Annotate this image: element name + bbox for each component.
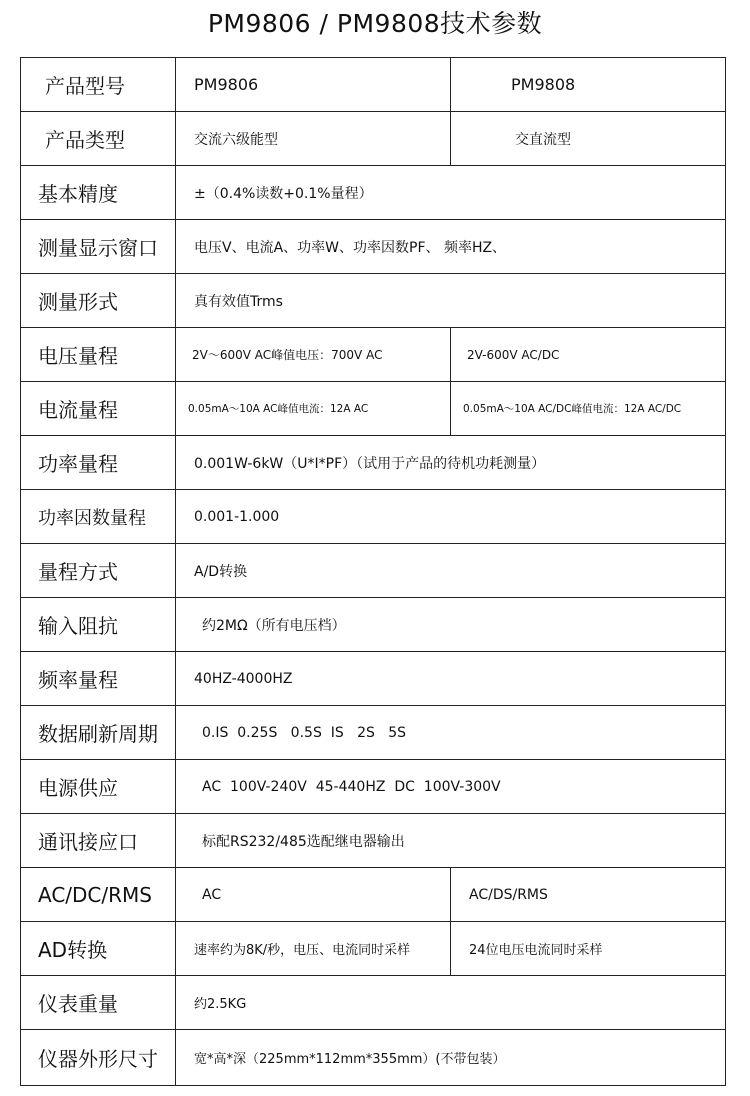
row-value: 宽*高*深（225mm*112mm*355mm）(不带包装）	[176, 1030, 726, 1086]
row-label: 测量显示窗口	[21, 220, 176, 274]
row-value: A/D转换	[176, 544, 726, 598]
row-label: 产品型号	[21, 58, 176, 112]
row-label: 电源供应	[21, 760, 176, 814]
table-row	[21, 598, 726, 652]
row-label: 测量形式	[21, 274, 176, 328]
table-row	[21, 922, 726, 976]
row-value: 约2MΩ（所有电压档）	[176, 598, 726, 652]
table-row	[21, 1030, 726, 1086]
row-label: 电流量程	[21, 382, 176, 436]
row-label: AD转换	[21, 922, 176, 976]
table-row	[21, 220, 726, 274]
row-label: 产品类型	[21, 112, 176, 166]
row-value: AC 100V-240V 45-440HZ DC 100V-300V	[176, 760, 726, 814]
row-label: 电压量程	[21, 328, 176, 382]
row-label: 数据刷新周期	[21, 706, 176, 760]
row-value-type-1: 交流六级能型	[176, 112, 451, 166]
spec-table	[20, 57, 726, 1086]
row-value: ±（0.4%读数+0.1%量程）	[176, 166, 726, 220]
row-value-voltage-2: 2V-600V AC/DC	[451, 328, 726, 382]
row-value: 40HZ-4000HZ	[176, 652, 726, 706]
row-label: 输入阻抗	[21, 598, 176, 652]
row-value-current-1: 0.05mA～10A AC峰值电流：12A AC	[176, 382, 451, 436]
table-row	[21, 976, 726, 1030]
table-row	[21, 868, 726, 922]
row-label: 量程方式	[21, 544, 176, 598]
row-value: 0.001W-6kW（U*I*PF）（试用于产品的待机功耗测量）	[176, 436, 726, 490]
table-row	[21, 652, 726, 706]
page-title: PM9806 / PM9808技术参数	[207, 9, 543, 38]
table-row	[21, 706, 726, 760]
table-row	[21, 328, 726, 382]
table-row	[21, 166, 726, 220]
row-value-current-2: 0.05mA～10A AC/DC峰值电流：12A AC/DC	[451, 382, 726, 436]
table-row	[21, 490, 726, 544]
table-row	[21, 382, 726, 436]
row-label: AC/DC/RMS	[21, 868, 176, 922]
row-value: 0.001-1.000	[176, 490, 726, 544]
row-value-type-2: 交直流型	[451, 112, 726, 166]
row-value: 标配RS232/485选配继电器输出	[176, 814, 726, 868]
row-value-voltage-1: 2V～600V AC峰值电压：700V AC	[176, 328, 451, 382]
row-value-model-2: PM9808	[451, 58, 726, 112]
row-value-rms-1: AC	[176, 868, 451, 922]
table-row	[21, 274, 726, 328]
row-label: 基本精度	[21, 166, 176, 220]
row-value-ad-1: 速率约为8K/秒，电压、电流同时采样	[176, 922, 451, 976]
table-row	[21, 814, 726, 868]
table-row	[21, 112, 726, 166]
table-row	[21, 760, 726, 814]
row-value: 0.IS 0.25S 0.5S IS 2S 5S	[176, 706, 726, 760]
row-value: 真有效值Trms	[176, 274, 726, 328]
row-label: 频率量程	[21, 652, 176, 706]
row-value: 约2.5KG	[176, 976, 726, 1030]
row-value-rms-2: AC/DS/RMS	[451, 868, 726, 922]
row-label: 通讯接应口	[21, 814, 176, 868]
table-row	[21, 58, 726, 112]
table-row	[21, 544, 726, 598]
row-label: 功率因数量程	[21, 490, 176, 544]
row-value-ad-2: 24位电压电流同时采样	[451, 922, 726, 976]
row-label: 仪器外形尺寸	[21, 1030, 176, 1086]
row-value-model-1: PM9806	[176, 58, 451, 112]
row-value: 电压V、电流A、功率W、功率因数PF、 频率HZ、	[176, 220, 726, 274]
row-label: 功率量程	[21, 436, 176, 490]
row-label: 仪表重量	[21, 976, 176, 1030]
table-row	[21, 436, 726, 490]
